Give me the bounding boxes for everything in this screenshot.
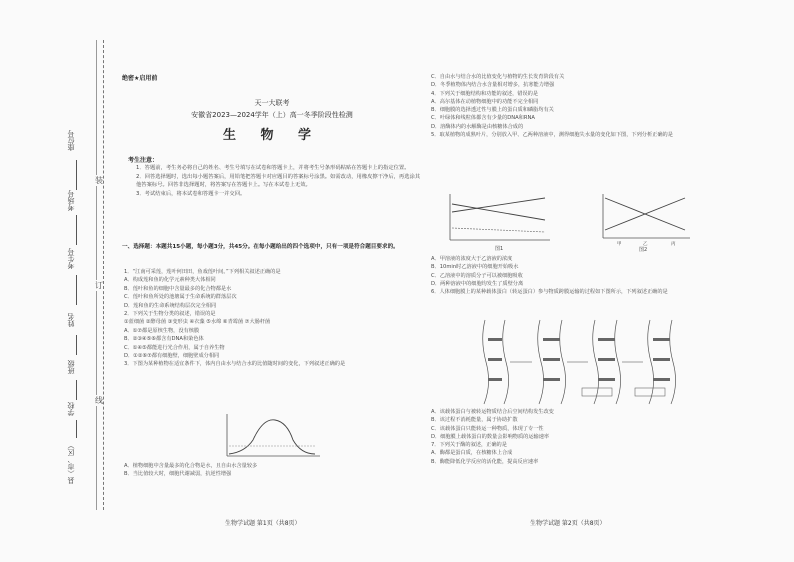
- binding-dashed-line: [103, 40, 105, 510]
- binding-underline: [76, 380, 77, 400]
- question-option: A．酶都是蛋白质，在核糖体上合成: [431, 450, 513, 457]
- secret-label: 绝密★启用前: [122, 75, 158, 82]
- left-questions: [124, 268, 422, 369]
- question-option: C．叶绿体和线粒体都含有少量的DNA和RNA: [431, 115, 535, 122]
- question-option: A．①⑦都是原核生物，没有核膜: [124, 327, 200, 334]
- binding-underline: [76, 335, 77, 355]
- binding-mark-zhuang: 装: [95, 176, 103, 185]
- exam-title: 安徽省2023—2024学年（上）高一冬季阶段性检测: [191, 111, 353, 119]
- question-option: C．该载体蛋白只能转运一种物质，体现了专一性: [431, 425, 544, 432]
- question-option: B．10min时乙溶液中的细胞开始吸水: [431, 264, 519, 271]
- fig1-caption: 图1: [495, 246, 504, 252]
- question-line: 2．下列关于生物分类的叙述，错误的是: [124, 311, 216, 318]
- question-line: 5．取某植物的成熟叶片，分别放入甲、乙两种溶液中，测得细胞失水量的变化如下图，下列分析正确的是: [431, 132, 673, 139]
- question-option: B．莲叶和鱼的细胞中含量最多的化合物都是水: [124, 285, 232, 292]
- question-line: 7．下列关于酶的叙述，正确的是: [431, 442, 507, 449]
- question-option: A．构成莲和鱼的化学元素种类大体相同: [124, 277, 216, 284]
- question-option: D．冬季植物体内结合水含量相对增多，抗寒能力增强: [431, 82, 555, 89]
- binding-field-room: 考场号: [67, 190, 75, 211]
- question-line: ①蓝细菌 ②酵母菌 ③变形虫 ④衣藻 ⑤水绵 ⑥青霉菌 ⑦大肠杆菌: [124, 319, 271, 326]
- fig2-x-label: 丙: [671, 242, 676, 247]
- right-questions-bottom: [431, 408, 731, 466]
- binding-field-county: 县（市、区）: [67, 442, 75, 484]
- binding-solid-line: [96, 40, 98, 510]
- binding-underline: [76, 420, 77, 438]
- question-option: C．①④⑤都能进行光合作用，属于自养生物: [124, 344, 225, 351]
- right-questions: [431, 73, 731, 139]
- question-line: 3．下图为某种植物在适宜条件下，体内自由水与结合水的比值随时间的变化，下列叙述正确的是: [124, 361, 346, 368]
- question-option: D．溶酶体内的水解酶是由核糖体合成的: [431, 123, 524, 130]
- notice-item: 2．回答选择题时，选出每小题答案后，用铅笔把答题卡对应题目的答案标号涂黑。如需改动，用橡皮擦干净后，再选涂其他答案标号。回答非选择题时，将答案写在答题卡上。写在本试卷上无效。: [136, 173, 421, 189]
- question-option: D．莲和鱼的生命系统结构层次完全相同: [124, 302, 217, 309]
- question-option: B．当比值较大时，细胞代谢减弱，抗逆性增强: [124, 471, 232, 478]
- fig2-x-label: 乙: [643, 242, 648, 247]
- question-option: C．自由水与结合水的比值变化与植物的生长发育阶段有关: [431, 74, 565, 80]
- binding-field-school: 学校: [67, 402, 75, 416]
- left-questions-cont: [124, 462, 422, 479]
- page-footer-2: 生物学试题 第2页（共8页）: [530, 520, 606, 527]
- question-option: D．两种溶液中的细胞均发生了质壁分离: [431, 280, 524, 287]
- binding-field-name: 姓名: [67, 313, 75, 327]
- question-option: B．该过程不消耗能量，属于协助扩散: [431, 417, 518, 424]
- binding-field-class: 班级: [67, 360, 75, 374]
- notice-heading: 考生注意：: [128, 157, 159, 164]
- fig2-x-label: 甲: [617, 242, 622, 247]
- binding-underline: [76, 215, 77, 245]
- subject-title: 生 物 学: [222, 128, 322, 143]
- right-questions-mid: [431, 255, 731, 296]
- question-option: D．细胞膜上载体蛋白的数量会影响物质的运输速率: [431, 433, 550, 440]
- page-footer-1: 生物学试题 第1页（共8页）: [225, 520, 301, 527]
- binding-mark-xian: 线: [95, 396, 103, 405]
- question-option: D．①②⑥⑦都有细胞壁，细胞壁成分相同: [124, 353, 220, 360]
- question-option: B．细胞膜的选择透过性与膜上的蛋白质和磷脂均有关: [431, 107, 554, 114]
- binding-field-seat: 座位号: [67, 130, 75, 151]
- notice-item: 3．考试结束后，将本试卷和答题卡一并交回。: [136, 190, 246, 197]
- q5-figure-2: [595, 190, 695, 252]
- question-line: 6．人体细胞膜上的某种载体蛋白（转运蛋白）参与物质跨膜运输的过程如下图所示，下列叙述正确的是: [431, 289, 668, 296]
- question-option: B．②③④⑤⑥都含有DNA和染色体: [124, 336, 204, 343]
- q6-membrane-figure: [470, 318, 690, 406]
- binding-mark-ding: 订: [95, 281, 103, 290]
- question-option: C．莲叶和鱼所处的池塘属于生命系统的群落层次: [124, 294, 237, 301]
- binding-field-number: 考生号: [67, 248, 75, 269]
- question-option: C．乙溶液中的溶质分子可以被细胞吸收: [431, 272, 523, 279]
- fig2-caption: 图2: [639, 247, 648, 252]
- question-line: 1．“江南可采莲，莲叶何田田，鱼戏莲叶间。”下列相关叙述正确的是: [124, 269, 281, 275]
- question-line: 4．下列关于细胞结构和功能的叙述，错误的是: [431, 90, 539, 97]
- q5-figure-1: [440, 190, 555, 252]
- question-option: B．酶能降低化学反应的活化能，提高反应速率: [431, 458, 539, 465]
- section-one-heading: 一、选择题：本题共15小题，每小题3分，共45分。在每小题给出的四个选项中，只有一项是符合题目要求的。: [122, 244, 399, 250]
- binding-underline: [76, 275, 77, 305]
- question-option: A．甲溶液的浓度大于乙溶液的浓度: [431, 256, 513, 262]
- exam-org: 天一大联考: [254, 99, 290, 107]
- notice-list: [136, 164, 421, 198]
- notice-item: 1．答题前，考生务必将自己的姓名、考生号填写在试卷和答题卡上，并将考生号条形码粘贴在答题卡上的指定位置。: [136, 165, 410, 171]
- question-option: A．高尔基体在动植物细胞中的功能不完全相同: [431, 98, 539, 105]
- question-option: A．植物细胞中含量最多的化合物是水，且自由水含量较多: [124, 463, 258, 469]
- q3-figure: [215, 410, 325, 462]
- binding-underline: [76, 160, 77, 190]
- question-option: A．该载体蛋白与被转运物质结合后空间结构发生改变: [431, 409, 554, 415]
